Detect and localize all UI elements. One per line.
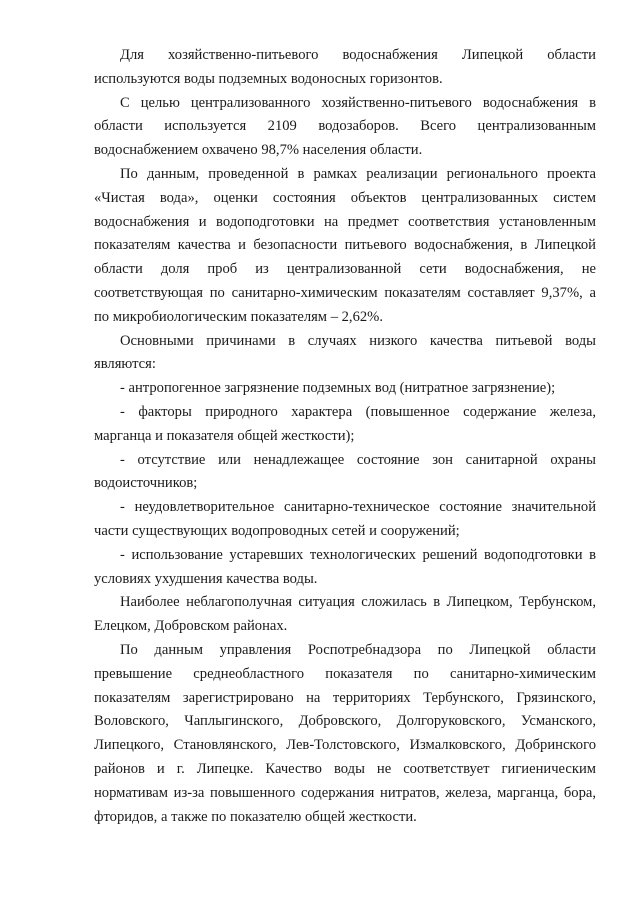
paragraph-water-intakes: С целью централизованного хозяйственно-питьевого водоснабжения в области используется 2109 водозаборов. Всего централизованным водоснабжением охвачено 98,7% населения области. — [94, 94, 596, 159]
paragraph-water-sources: Для хозяйственно-питьевого водоснабжения Липецкой области используются воды подземных водоносных горизонтов. — [94, 47, 596, 87]
list-item-outdated-technology: - использование устаревших технологических решений водоподготовки в условиях ухудшения качества воды. — [94, 546, 596, 587]
list-item-anthropogenic: - антропогенное загрязнение подземных вод (нитратное загрязнение); — [120, 380, 556, 397]
paragraph-rospotrebnadzor: По данным управления Роспотребнадзора по Липецкой области превышение среднеобластного показателя по санитарно-химическим показателям зарегистрировано на территориях Тербунского, Грязинского, Воловского, Чаплыгинского, Добровского, Долгоруковского, Усманского, Липецкого, Становлянского, Лев-Толстовского, Измалковского, Добринского районов и г. Липецке. Качество воды не соответствует гигиеническим нормативам из-за повышенного содержания нитратов, железа, марганца, бора, фторидов, а также по показателю общей жесткости. — [94, 641, 596, 825]
document-page — [94, 44, 596, 829]
list-item-protection-zones: - отсутствие или ненадлежащее состояние зон санитарной охраны водоисточников; — [94, 451, 596, 492]
list-item-natural-factors: - факторы природного характера (повышенное содержание железа, марганца и показателя общей жесткости); — [94, 403, 596, 444]
paragraph-worst-districts: Наиболее неблагополучная ситуация сложилась в Липецком, Тербунском, Елецком, Добровском районах. — [94, 594, 596, 635]
paragraph-clean-water-project: По данным, проведенной в рамках реализации регионального проекта «Чистая вода», оценки состояния объектов централизованных систем водоснабжения и водоподготовки на предмет соответствия установленным показателям качества и безопасности питьевого водоснабжения, в Липецкой области доля проб из централизованной сети водоснабжения, не соответствующая по санитарно-химическим показателям составляет 9,37%, а по микробиологическим показателям – 2,62%. — [94, 165, 596, 325]
list-item-pipe-networks: - неудовлетворительное санитарно-техническое состояние значительной части существующих водопроводных сетей и сооружений; — [94, 499, 596, 539]
paragraph-main-causes: Основными причинами в случаях низкого качества питьевой воды являются: — [94, 332, 596, 373]
